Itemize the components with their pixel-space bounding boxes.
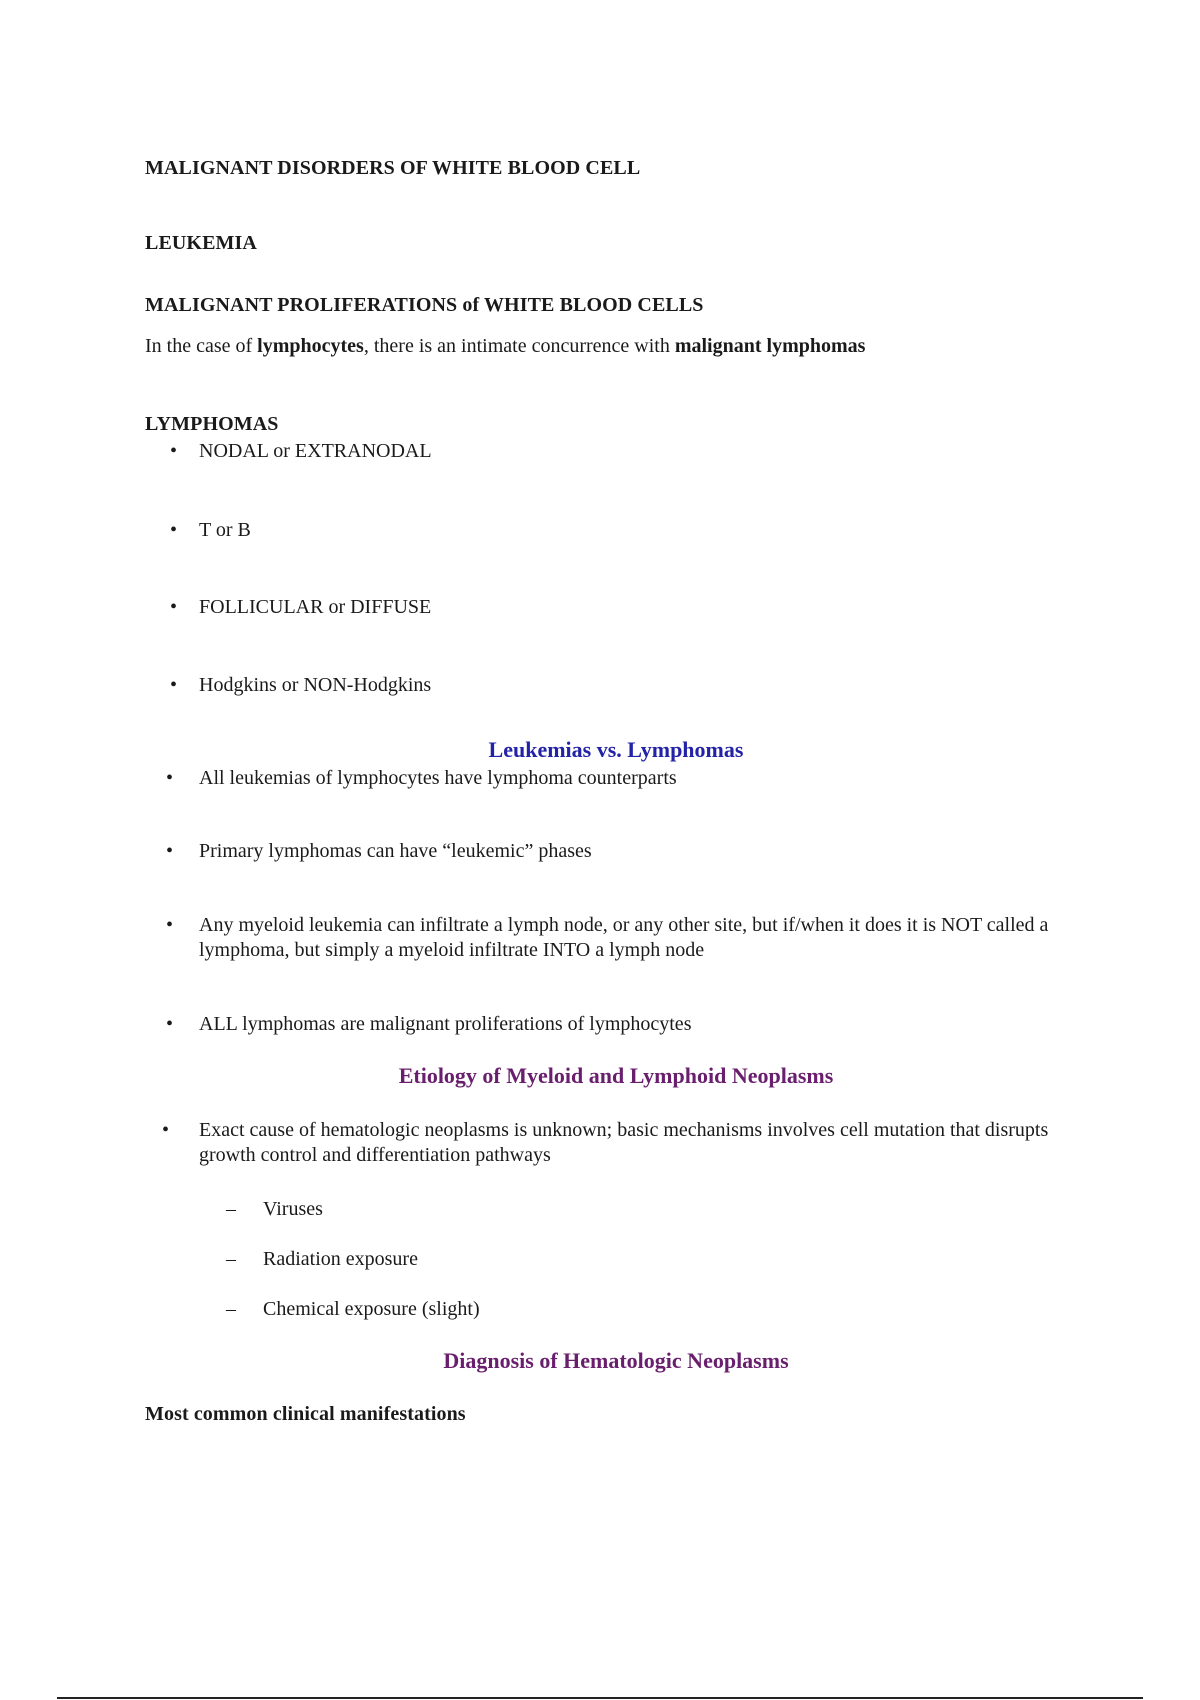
- bullet-marker: •: [170, 440, 178, 462]
- dash-marker: –: [226, 1248, 236, 1270]
- proliferations-heading: MALIGNANT PROLIFERATIONS of WHITE BLOOD CELLS: [145, 294, 704, 316]
- intro-paragraph: [145, 334, 865, 359]
- bullet-marker: •: [166, 767, 174, 789]
- list-item: T or B: [199, 519, 251, 541]
- list-item: All leukemias of lymphocytes have lymphoma counterparts: [199, 767, 677, 789]
- intro-text-2: , there is an intimate concurrence with: [363, 335, 675, 357]
- list-item: Any myeloid leukemia can infiltrate a lymph node, or any other site, but if/when it does it is NOT called a lymphoma, but simply a myeloid infiltrate INTO a lymph node: [199, 914, 1049, 961]
- list-item: FOLLICULAR or DIFFUSE: [199, 596, 432, 618]
- bullet-marker: •: [162, 1119, 170, 1141]
- main-title: MALIGNANT DISORDERS OF WHITE BLOOD CELL: [145, 157, 641, 179]
- bullet-marker: •: [170, 674, 178, 696]
- bullet-marker: •: [166, 1013, 174, 1035]
- list-item: Exact cause of hematologic neoplasms is unknown; basic mechanisms involves cell mutation that disrupts growth control and differentiation pathways: [199, 1119, 1049, 1166]
- clinical-manifestations-subheading: Most common clinical manifestations: [145, 1403, 466, 1425]
- sub-list-item: Radiation exposure: [263, 1248, 418, 1270]
- list-item: NODAL or EXTRANODAL: [199, 440, 432, 462]
- dash-marker: –: [226, 1198, 236, 1220]
- lymphomas-heading: LYMPHOMAS: [145, 413, 279, 435]
- leukemia-heading: LEUKEMIA: [145, 232, 257, 254]
- sub-list-item: Viruses: [263, 1198, 323, 1220]
- list-item: ALL lymphomas are malignant proliferations of lymphocytes: [199, 1013, 692, 1035]
- dash-marker: –: [226, 1298, 236, 1320]
- sub-list-item: Chemical exposure (slight): [263, 1298, 480, 1320]
- section-title-diagnosis: Diagnosis of Hematologic Neoplasms: [443, 1348, 789, 1373]
- section-title-leukemias-vs-lymphomas: Leukemias vs. Lymphomas: [488, 737, 744, 762]
- list-item: Hodgkins or NON-Hodgkins: [199, 674, 432, 696]
- bullet-marker: •: [166, 914, 174, 936]
- bullet-marker: •: [166, 840, 174, 862]
- intro-text-1: In the case of: [145, 335, 258, 357]
- bullet-marker: •: [170, 596, 178, 618]
- list-item: Primary lymphomas can have “leukemic” phases: [199, 840, 592, 862]
- intro-bold-lymphocytes: lymphocytes: [257, 335, 364, 357]
- intro-bold-malignant-lymphomas: malignant lymphomas: [674, 335, 866, 357]
- page-bottom-rule: [57, 1697, 1143, 1699]
- bullet-marker: •: [170, 519, 178, 541]
- section-title-etiology: Etiology of Myeloid and Lymphoid Neoplasms: [398, 1063, 834, 1088]
